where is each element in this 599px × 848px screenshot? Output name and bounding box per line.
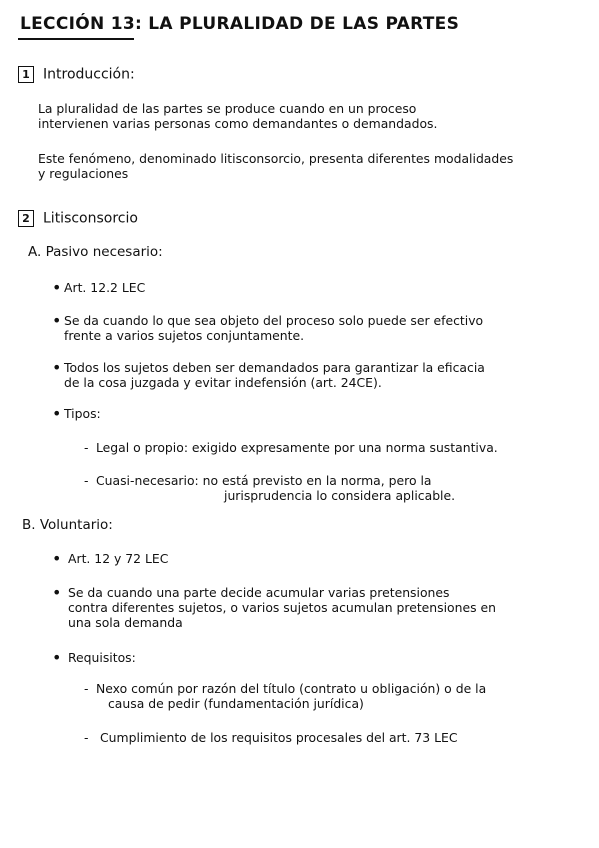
pasivo-bullet-3 bbox=[64, 360, 485, 390]
paragraph-line: Cuasi-necesario: no está previsto en la norma, pero la bbox=[96, 473, 432, 488]
paragraph-line: Cumplimiento de los requisitos procesales del art. 73 LEC bbox=[100, 730, 458, 745]
pasivo-bullet-4 bbox=[64, 406, 101, 421]
bullet-dot: • bbox=[52, 648, 62, 667]
voluntario-bullet-3 bbox=[68, 650, 136, 665]
intro-paragraph-1 bbox=[38, 101, 437, 131]
pasivo-bullet-2 bbox=[64, 313, 483, 343]
paragraph-line: contra diferentes sujetos, o varios sujetos acumulan pretensiones en bbox=[68, 600, 496, 615]
paragraph-line: de la cosa juzgada y evitar indefensión (art. 24CE). bbox=[64, 375, 382, 390]
paragraph-line: Legal o propio: exigido expresamente por una norma sustantiva. bbox=[96, 440, 498, 455]
dash-marker: - bbox=[84, 681, 89, 696]
paragraph-line: Se da cuando lo que sea objeto del proceso solo puede ser efectivo bbox=[64, 313, 484, 328]
voluntario-req-1 bbox=[96, 681, 486, 711]
title-underline bbox=[18, 38, 134, 40]
section-title: Litisconsorcio bbox=[43, 210, 138, 227]
voluntario-bullet-1 bbox=[68, 551, 168, 566]
paragraph-line: causa de pedir (fundamentación jurídica) bbox=[108, 696, 364, 711]
intro-paragraph-2 bbox=[38, 151, 513, 181]
paragraph-line: La pluralidad de las partes se produce cuando en un proceso bbox=[38, 101, 417, 116]
paragraph-line: y regulaciones bbox=[38, 166, 129, 181]
voluntario-req-2 bbox=[100, 730, 457, 745]
paragraph-line: Se da cuando una parte decide acumular varias pretensiones bbox=[68, 585, 450, 600]
paragraph-line: Requisitos: bbox=[68, 650, 136, 665]
paragraph-line: Todos los sujetos deben ser demandados para garantizar la eficacia bbox=[64, 360, 485, 375]
subsection-voluntario-heading: B. Voluntario: bbox=[22, 517, 113, 533]
paragraph-line: Art. 12.2 LEC bbox=[64, 280, 146, 295]
paragraph-line: frente a varios sujetos conjuntamente. bbox=[64, 328, 305, 343]
paragraph-line: Este fenómeno, denominado litisconsorcio, presenta diferentes modalidades bbox=[38, 151, 514, 166]
page-title: LECCIÓN 13: LA PLURALIDAD DE LAS PARTES bbox=[20, 14, 460, 34]
paragraph-line: Nexo común por razón del título (contrato u obligación) o de la bbox=[96, 681, 487, 696]
section-1-heading bbox=[18, 66, 135, 83]
voluntario-bullet-2 bbox=[68, 585, 496, 630]
section-number-box: 1 bbox=[18, 66, 34, 83]
paragraph-line: Art. 12 y 72 LEC bbox=[68, 551, 169, 566]
section-title: Introducción: bbox=[43, 66, 135, 83]
pasivo-type-1 bbox=[96, 440, 498, 455]
bullet-dot: • bbox=[52, 583, 62, 602]
pasivo-type-2 bbox=[96, 473, 455, 503]
bullet-dot: • bbox=[52, 549, 62, 568]
bullet-dot: • bbox=[52, 404, 62, 423]
bullet-dot: • bbox=[52, 358, 62, 377]
section-number-box: 2 bbox=[18, 210, 34, 227]
dash-marker: - bbox=[84, 440, 89, 455]
pasivo-bullet-1 bbox=[64, 280, 145, 295]
dash-marker: - bbox=[84, 473, 89, 488]
paragraph-line: jurisprudencia lo considera aplicable. bbox=[224, 488, 456, 503]
subsection-pasivo-heading: A. Pasivo necesario: bbox=[28, 244, 163, 260]
paragraph-line: una sola demanda bbox=[68, 615, 183, 630]
section-2-heading bbox=[18, 210, 138, 227]
dash-marker: - bbox=[84, 730, 89, 745]
bullet-dot: • bbox=[52, 311, 62, 330]
bullet-dot: • bbox=[52, 278, 62, 297]
paragraph-line: intervienen varias personas como demandantes o demandados. bbox=[38, 116, 438, 131]
paragraph-line: Tipos: bbox=[64, 406, 101, 421]
